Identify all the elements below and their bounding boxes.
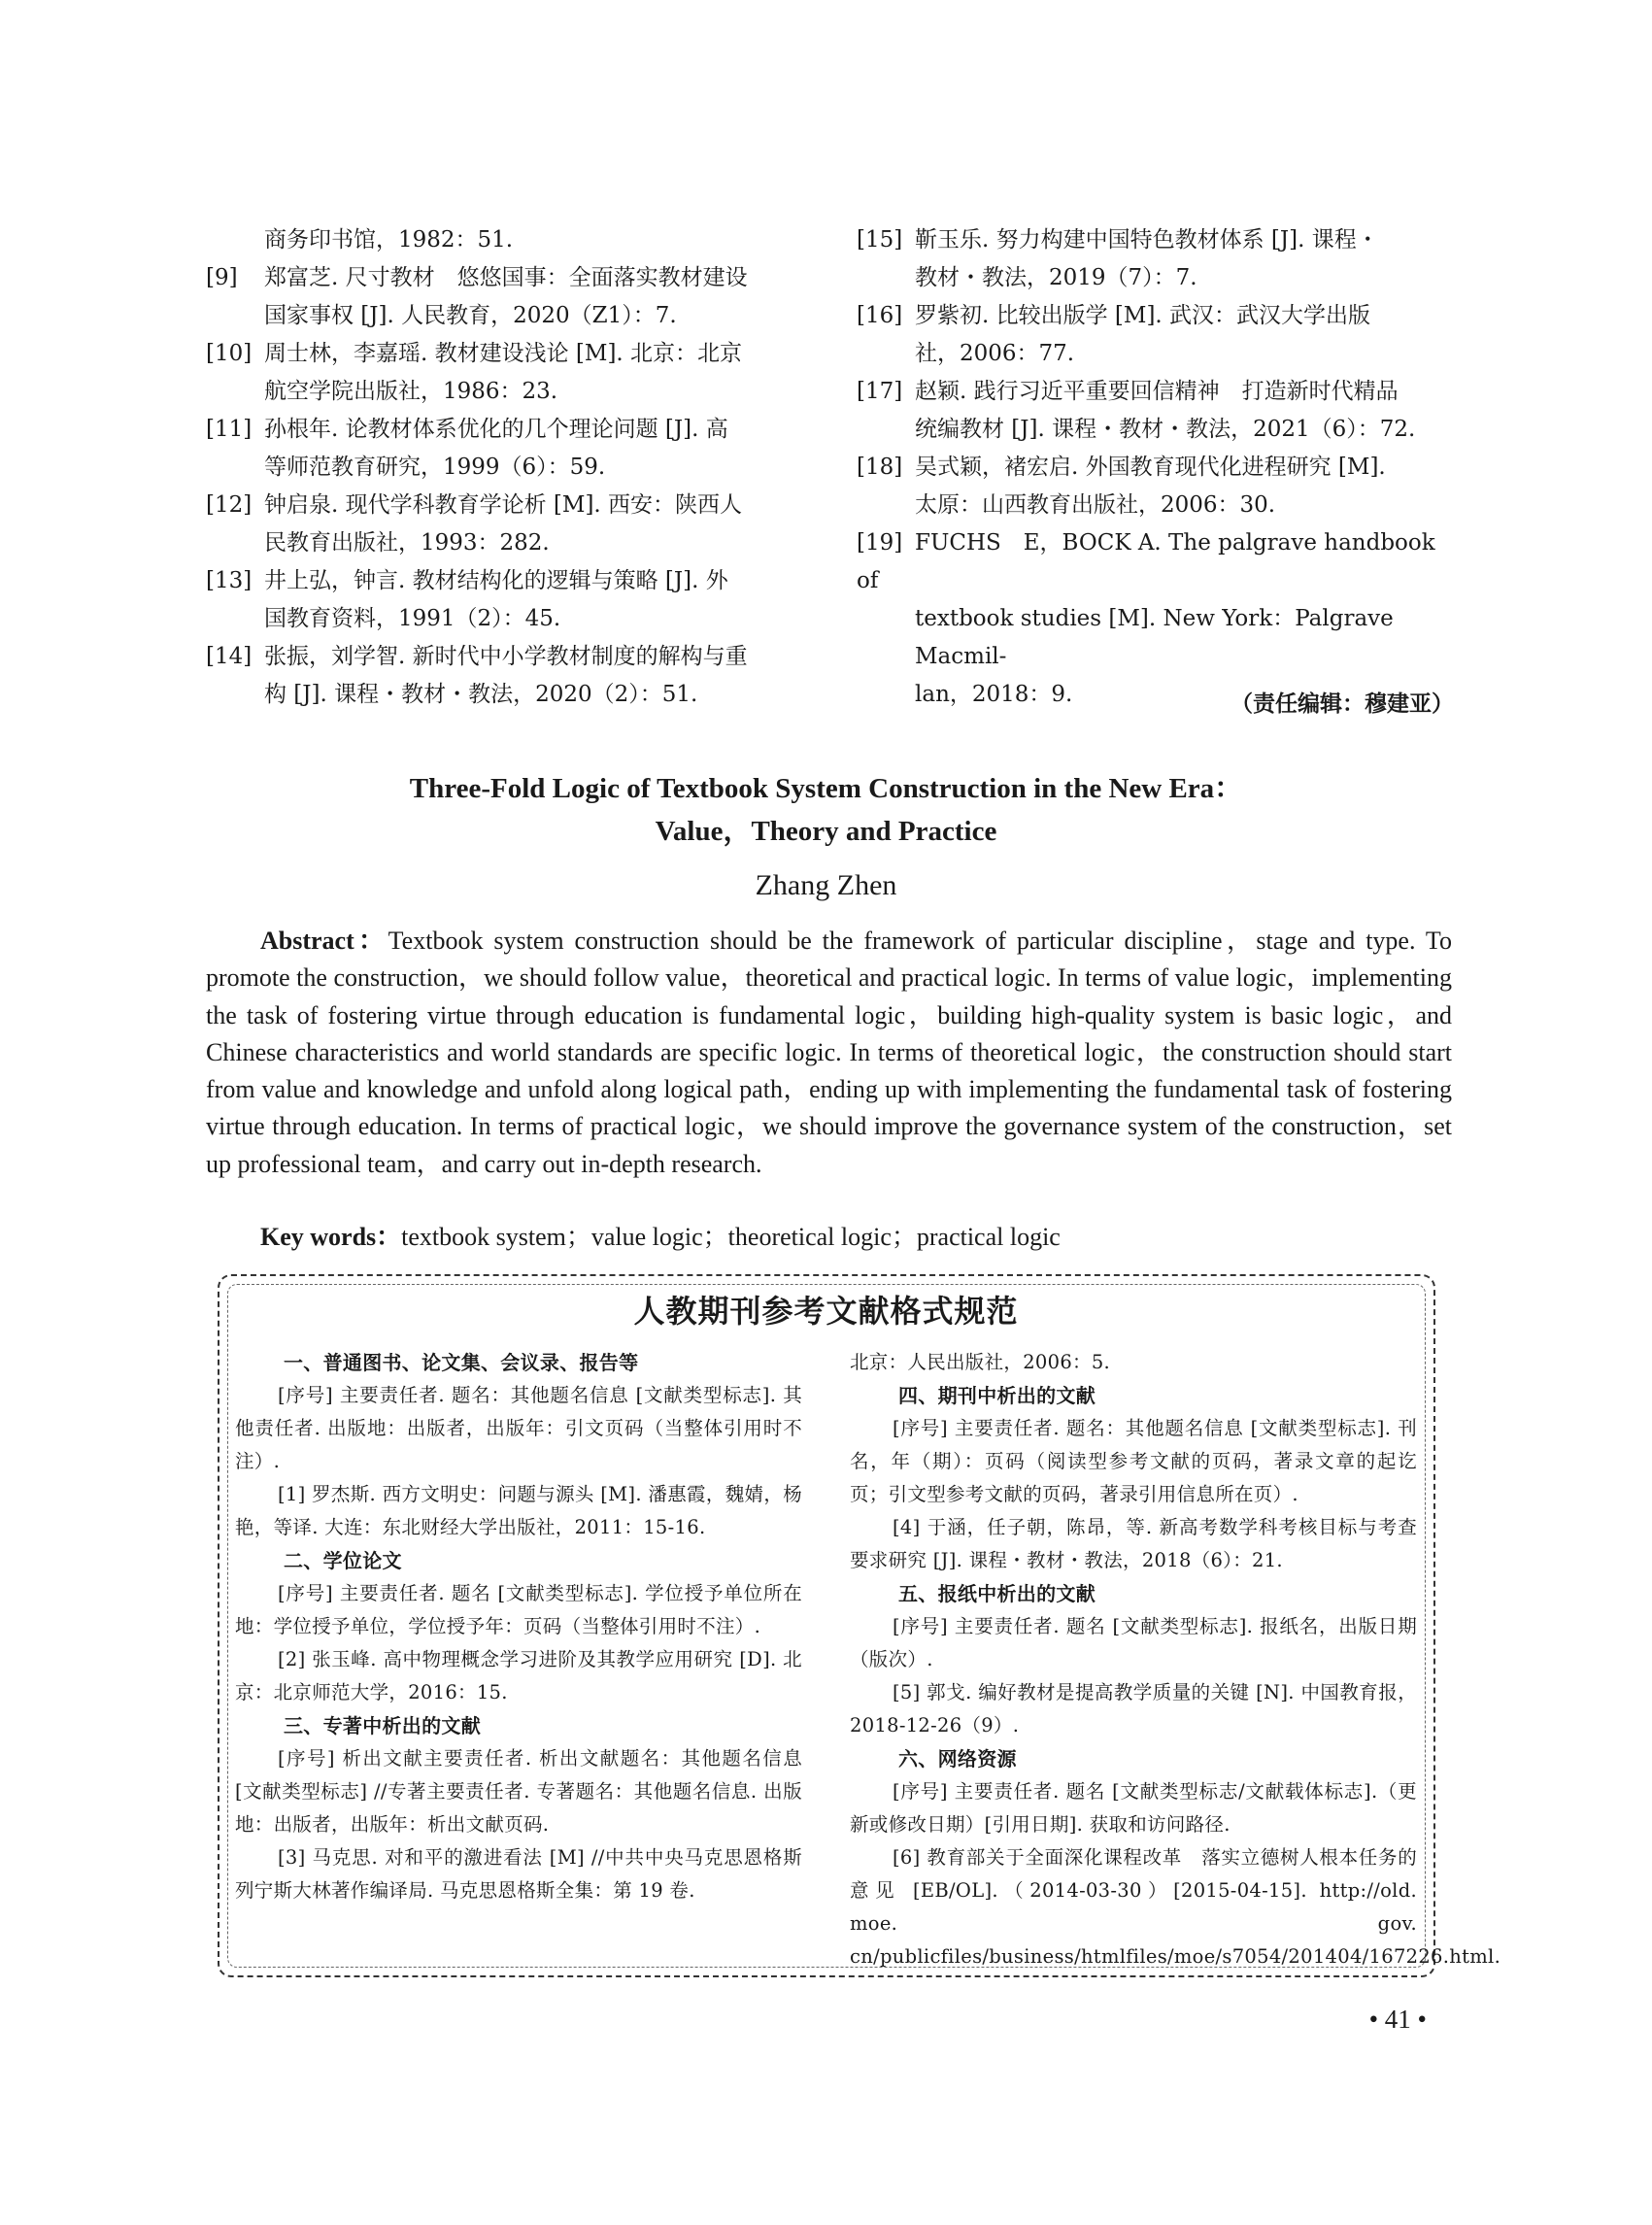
reference-line [206,259,803,297]
reference-text: 社，2006：77. [915,341,1075,366]
reference-number: [15] [857,227,903,253]
reference-line [206,373,803,411]
box-title: 人教期刊参考文献格式规范 [633,1293,1019,1330]
reference-line [206,600,803,638]
reference-text: 郑富芝. 尺寸教材 悠悠国事：全面落实教材建设 [264,265,748,290]
reference-number: [10] [206,341,253,366]
abstract-text: Textbook system construction should be the framework of particular discipline，stage and type. To promote the construction，we should follow value，theoretical and practical logic. In terms of value logic，implementing the task of fostering virtue through education is fundamental logic，building high-quality system is basic logic，and Chinese characteristics and world standards are specific logic. In terms of theoretical logic，the construction should start from value and knowledge and unfold along logical path，ending up with implementing the fundamental task of fostering virtue through education. In terms of practical logic，we should improve the governance system of the construction，set up professional team，and carry out in-depth research. [206,927,1452,1178]
box-paragraph: [2] 张玉峰. 高中物理概念学习进阶及其教学应用研究 [D]. 北京：北京师范大学，2016：15. [235,1648,802,1703]
box-paragraph: [6] 教育部关于全面深化课程改革 落实立德树人根本任务的意见 [EB/OL].（2014-03-30）[2015-04-15]. http://old. moe. gov. cn/publicfiles/business/htmlfiles/moe/s7054/201404/167226.html. [850,1846,1501,1968]
box-section-heading: 三、专著中析出的文献 [284,1714,481,1737]
reference-line [857,411,1454,449]
reference-line [857,335,1454,373]
reference-line [206,676,803,714]
reference-text: 教材・教法，2019（7）：7. [915,265,1197,290]
reference-text: 张振，刘学智. 新时代中小学教材制度的解构与重 [264,644,748,669]
box-paragraph: [5] 郭戈. 编好教材是提高教学质量的关键 [N]. 中国教育报，2018-12-26（9）. [850,1681,1417,1736]
reference-line [206,562,803,600]
reference-number: [19] [857,530,903,556]
box-right-column [850,1346,1501,1973]
abstract-label: Abstract： [260,927,388,955]
box-paragraph: [序号] 主要责任者. 题名：其他题名信息 [文献类型标志]. 刊名，年（期）：页码（阅读型参考文献的页码，著录文章的起讫页；引文型参考文献的页码，著录引用信息所在页）. [850,1417,1417,1505]
reference-number: [17] [857,379,903,404]
reference-text: 国教育资料，1991（2）：45. [264,606,561,631]
english-title-line2: Value，Theory and Practice [655,816,997,847]
reference-text: 孙根年. 论教材体系优化的几个理论问题 [J]. 高 [264,417,728,442]
reference-text: 太原：山西教育出版社，2006：30. [915,492,1276,518]
reference-line [206,638,803,676]
reference-line [857,297,1454,335]
reference-text: 航空学院出版社，1986：23. [264,379,558,404]
references-right-column [857,221,1454,714]
english-author: Zhang Zhen [755,869,897,901]
keywords-label: Key words： [260,1223,402,1251]
box-section-heading: 六、网络资源 [898,1747,1017,1770]
reference-line [206,411,803,449]
reference-number: [11] [206,417,253,442]
box-paragraph: [序号] 主要责任者. 题名 [文献类型标志]. 报纸名，出版日期（版次）. [850,1615,1417,1670]
reference-line [857,487,1454,524]
english-keywords [260,1219,1061,1256]
box-paragraph: [4] 于涵，任子朝，陈昂，等. 新高考数学科考核目标与考查要求研究 [J]. 课程・教材・教法，2018（6）：21. [850,1516,1417,1571]
reference-text: 构 [J]. 课程・教材・教法，2020（2）：51. [264,682,698,707]
box-section-heading: 二、学位论文 [284,1549,402,1572]
box-paragraph: [3] 马克思. 对和平的激进看法 [M] //中共中央马克思恩格斯列宁斯大林著作编译局. 马克思恩格斯全集：第 19 卷. [235,1846,802,1902]
reference-number: [18] [857,455,903,480]
reference-number: [12] [206,492,253,518]
reference-line [206,487,803,524]
reference-line [206,297,803,335]
box-section-heading: 五、报纸中析出的文献 [898,1582,1096,1605]
box-left-column [235,1346,802,1907]
box-continued-text: 北京：人民出版社，2006：5. [850,1351,1111,1373]
reference-line [857,373,1454,411]
box-section-heading: 一、普通图书、论文集、会议录、报告等 [284,1351,639,1374]
reference-number: [16] [857,303,903,328]
reference-text: lan，2018：9. [915,682,1073,707]
reference-text: textbook studies [M]. New York：Palgrave Macmil- [915,606,1394,669]
reference-text: 井上弘，钟言. 教材结构化的逻辑与策略 [J]. 外 [264,568,728,593]
references-left-column [206,221,803,714]
reference-text: 统编教材 [J]. 课程・教材・教法，2021（6）：72. [915,417,1416,442]
reference-line [857,449,1454,487]
reference-text: 靳玉乐. 努力构建中国特色教材体系 [J]. 课程・ [915,227,1379,253]
reference-number: [13] [206,568,253,593]
box-paragraph: [序号] 主要责任者. 题名 [文献类型标志]. 学位授予单位所在地：学位授予单位，学位授予年：页码（当整体引用时不注）. [235,1582,802,1637]
reference-text: 钟启泉. 现代学科教育学论析 [M]. 西安：陕西人 [264,492,743,518]
box-paragraph: [序号] 主要责任者. 题名：其他题名信息 [文献类型标志]. 其他责任者. 出版地：出版者，出版年：引文页码（当整体引用时不注）. [235,1384,802,1472]
reference-text: 吴式颖，褚宏启. 外国教育现代化进程研究 [M]. [915,455,1386,480]
reference-line [206,524,803,562]
reference-line [206,449,803,487]
reference-text: 国家事权 [J]. 人民教育，2020（Z1）：7. [264,303,677,328]
page-number: • 41 • [1368,2005,1427,2034]
reference-line [857,221,1454,259]
box-section-heading: 四、期刊中析出的文献 [898,1384,1096,1407]
reference-text: 民教育出版社，1993：282. [264,530,550,556]
reference-line [206,335,803,373]
reference-text: 赵颖. 践行习近平重要回信精神 打造新时代精品 [915,379,1399,404]
reference-line [857,259,1454,297]
reference-number: [14] [206,644,253,669]
reference-line [857,600,1454,676]
reference-text: FUCHS E，BOCK A. The palgrave handbook of [857,530,1435,593]
reference-text: 商务印书馆，1982：51. [264,227,514,253]
responsible-editor: （责任编辑：穆建亚） [1231,691,1454,717]
reference-line [206,221,803,259]
reference-text: 等师范教育研究，1999（6）：59. [264,455,606,480]
reference-number: [9] [206,265,238,290]
english-abstract [206,923,1452,1183]
reference-text: 罗紫初. 比较出版学 [M]. 武汉：武汉大学出版 [915,303,1371,328]
keywords-text: textbook system；value logic；theoretical logic；practical logic [401,1223,1061,1251]
reference-line [857,524,1454,600]
box-paragraph: [1] 罗杰斯. 西方文明史：问题与源头 [M]. 潘惠霞，魏婧，杨艳，等译. 大连：东北财经大学出版社，2011：15-16. [235,1483,802,1538]
english-title-line1: Three-Fold Logic of Textbook System Construction in the New Era： [409,773,1243,804]
box-paragraph: [序号] 析出文献主要责任者. 析出文献题名：其他题名信息 [文献类型标志] //专著主要责任者. 专著题名：其他题名信息. 出版地：出版者，出版年：析出文献页码. [235,1747,802,1836]
reference-text: 周士林，李嘉瑶. 教材建设浅论 [M]. 北京：北京 [264,341,743,366]
box-paragraph: [序号] 主要责任者. 题名 [文献类型标志/文献载体标志].（更新或修改日期）[引用日期]. 获取和访问路径. [850,1780,1417,1836]
